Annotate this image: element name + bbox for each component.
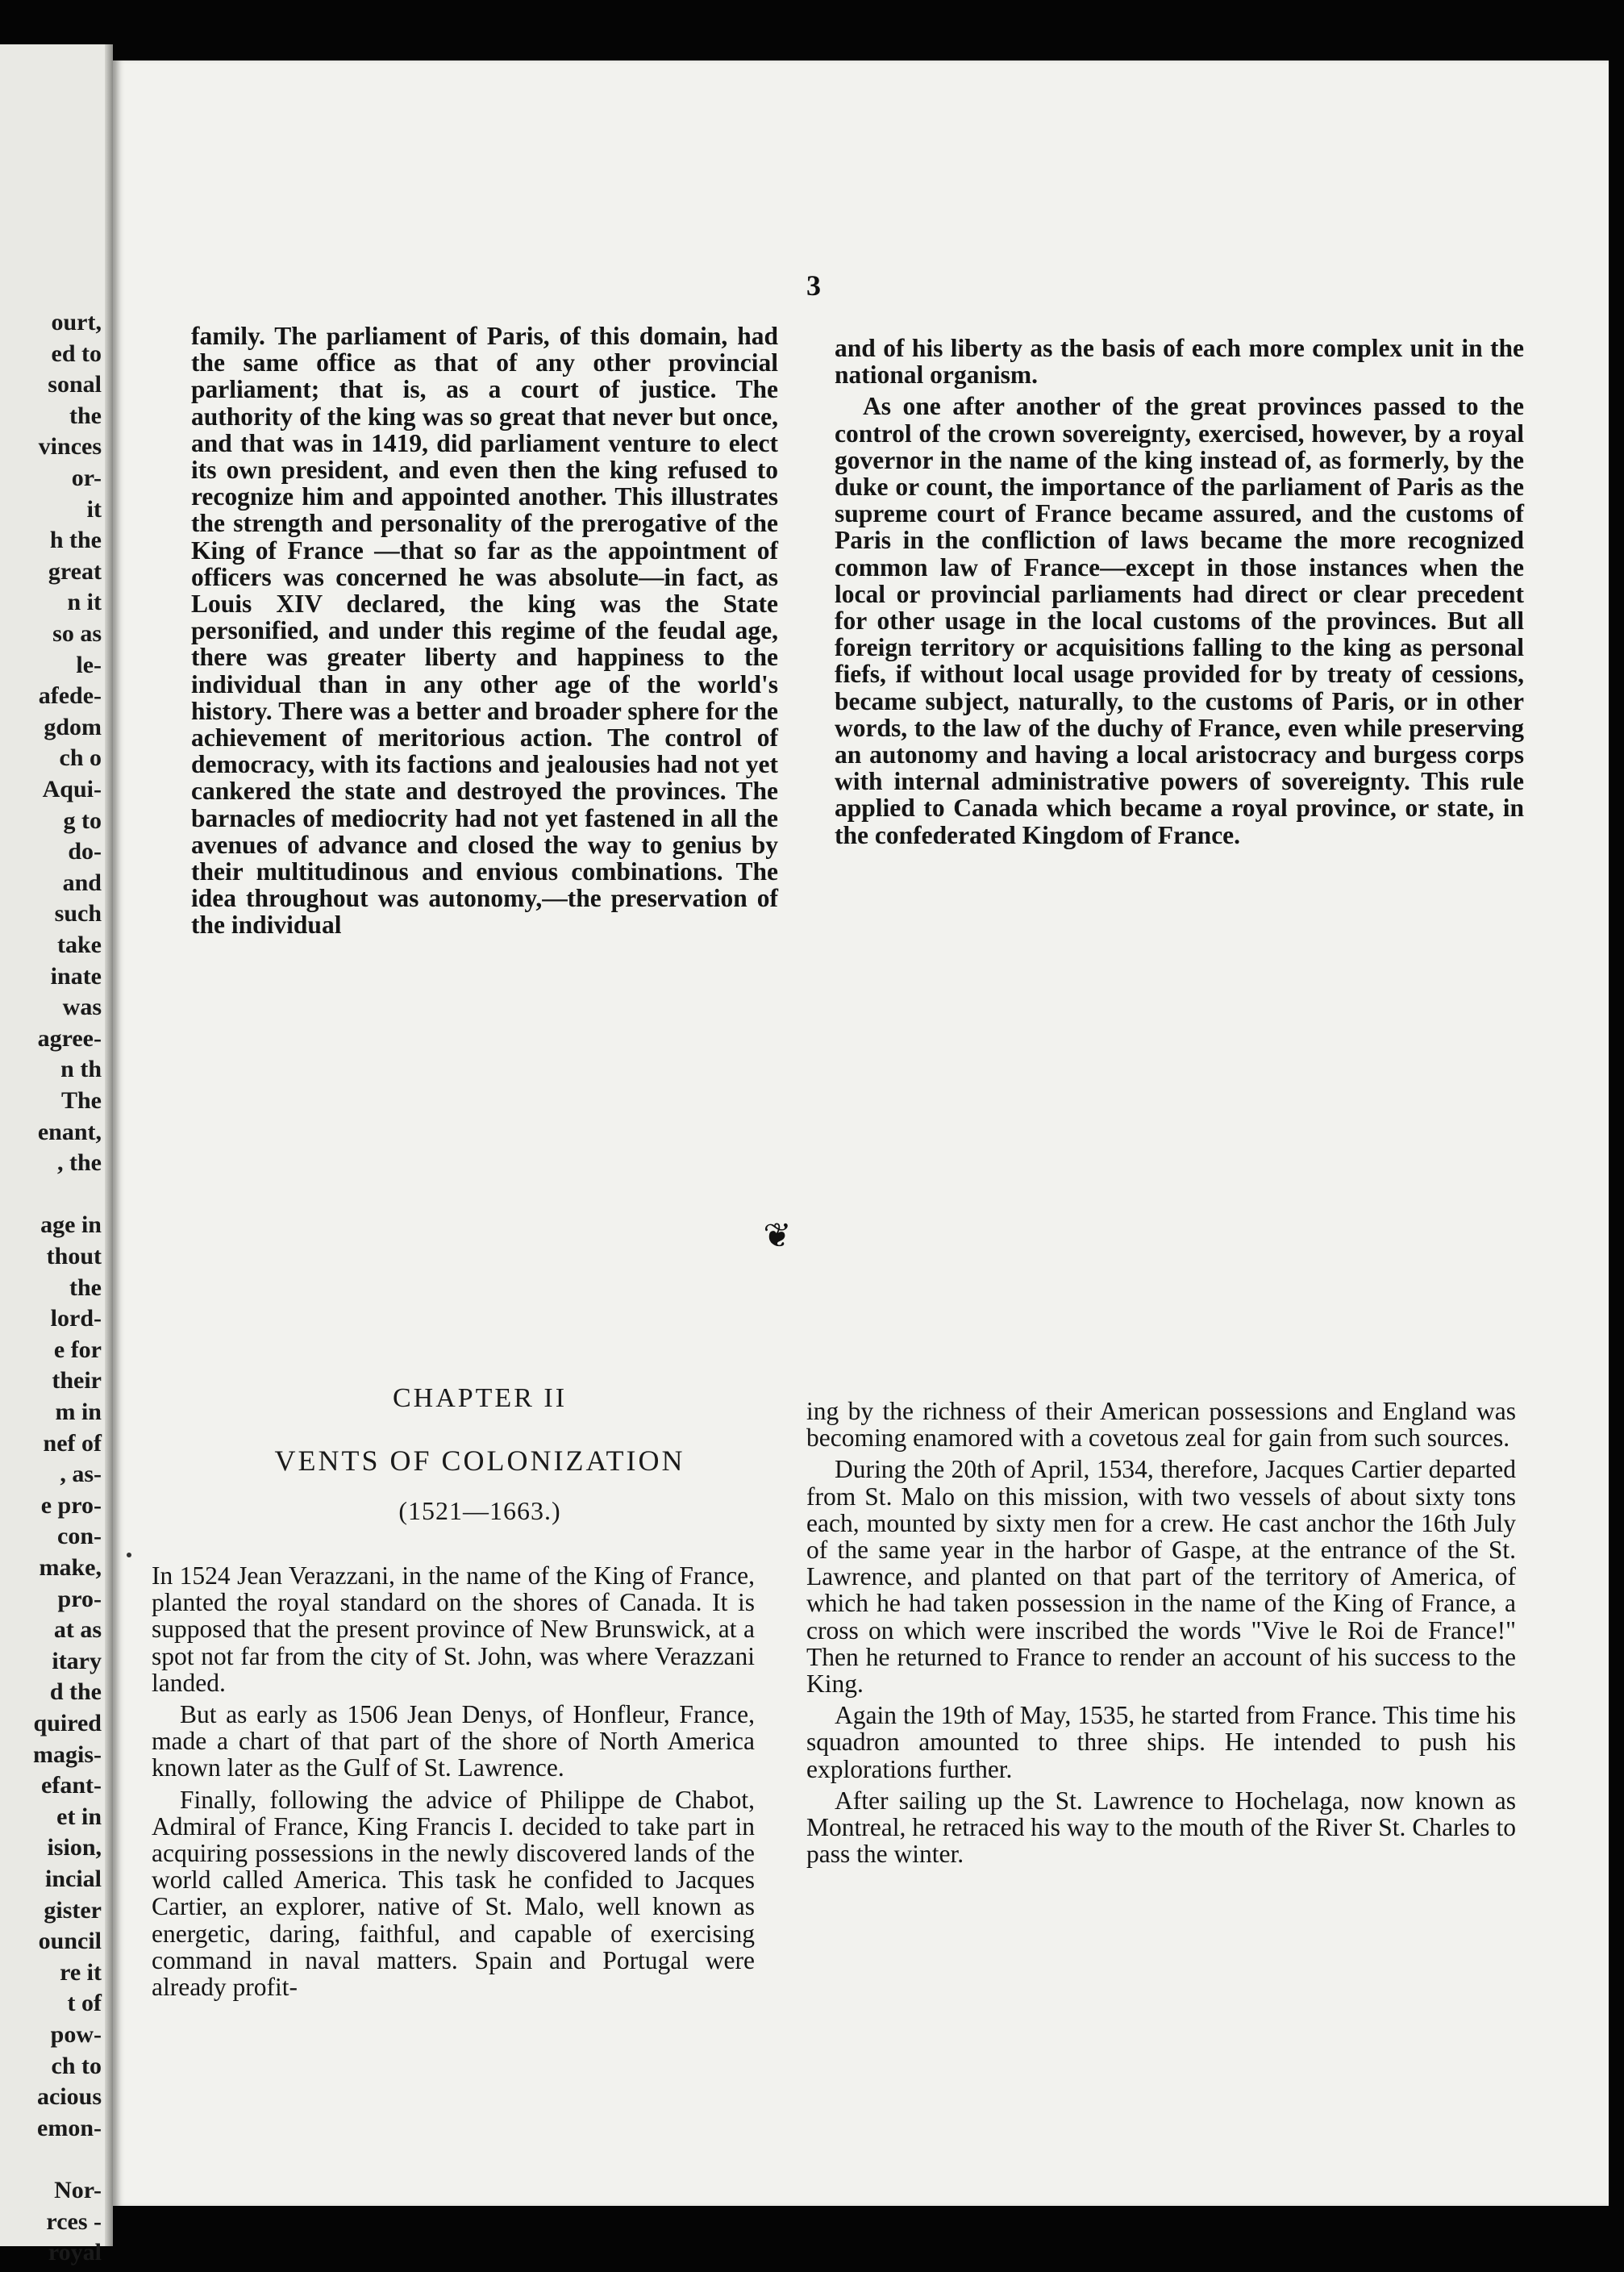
left-page-line: Aqui- [42,776,102,802]
left-page-line: con- [57,1523,102,1550]
left-page-line: take [57,932,102,958]
left-page-line: so as [52,620,102,647]
left-page-line: ision, [47,1834,102,1861]
left-page-line: royal [48,2239,102,2266]
left-page-line: make, [39,1554,102,1581]
left-page-line: The [60,1087,102,1114]
left-page-line: quired [33,1710,102,1736]
left-page-line: e for [53,1336,102,1363]
margin-mark [127,1553,131,1557]
left-page-line: le- [76,651,102,678]
left-page-line: sonal [48,371,102,398]
left-page-line: ed to [51,340,102,367]
left-page-line: age in [40,1211,102,1239]
chapter-dates: (1521—1663.) [398,1496,561,1525]
left-page-line: pow- [50,2021,102,2048]
left-page-line: acious [36,2083,102,2111]
left-page-line: was [62,994,102,1021]
left-page-line: rces - [46,2207,102,2235]
left-page-line: pro- [57,1585,102,1612]
left-page-line: itary [52,1647,102,1674]
left-page-line: agree- [37,1024,102,1052]
paragraph: But as early as 1506 Jean Denys, of Honfleur, France, made a chart of that part of the shore of North America known later as the Gulf of St. Lawrence. [152,1700,755,1782]
paragraph: As one after another of the great provinces passed to the control of the crown sovereignty, exercised, however, by a royal governor in the name of the king instead of, as formerly, by the duke or count, the importance of the parliament of Paris as the supreme court of France became assured, and the customs of Paris in the confliction of laws became the more recognized common law of France—except in those instances when the local or provincial parliaments had direct or clear precedent for other usage in the local customs of the provinces. But all foreign territory or acquisitions falling to the king as personal fiefs, if without local usage provided for by treaty of cessions, became subject, naturally, to the customs of Paris, or in other words, to the law of the duchy of France, even while preserving an autonomy and having a local aristocracy and burgess corps with internal administrative powers of sovereignty. This rule applied to Canada which became a royal province, or state, in the confederated Kingdom of France. [835,392,1524,849]
chapter-title: VENTS OF COLONIZATION [274,1444,685,1477]
left-page-line: enant, [37,1118,102,1145]
left-page-line: gdom [44,713,102,740]
left-page-line: et in [56,1803,102,1830]
left-page-line: thout [46,1243,102,1269]
left-page-line: their [52,1367,102,1394]
left-page-line: lord- [50,1305,102,1332]
left-page-line: g to [63,807,102,834]
left-page-fragment [0,44,113,2266]
paragraph: After sailing up the St. Lawrence to Hochelaga, now known as Montreal, he retraced his way to the mouth of the River St. Charles to pass the winter. [806,1786,1516,1869]
left-page-line: m in [55,1399,102,1425]
left-page-line: ouncil [38,1928,102,1955]
left-page-line: re it [60,1958,102,1986]
page-fold [105,44,113,2246]
left-page-line: such [54,900,102,928]
left-page-line: , the [57,1149,102,1177]
left-page-line: at as [53,1616,102,1644]
left-page-line: do- [68,838,102,865]
left-page-line: h the [49,527,102,554]
paragraph: During the 20th of April, 1534, therefore, Jacques Cartier departed from St. Malo on this mission, with two vessels of about sixty tons each, mounted by sixty men for a crew. He cast anchor the 16th July of the same year in the harbor of Gaspe, at the entrance of the St. Lawrence, and planted on that part of the territory of America, of which he had taken possession in the name of the King of France, a cross on which were inscribed the words "Vive le Roi de France!" Then he returned to France to render an account of his success to the King. [806,1455,1516,1699]
left-page-line: and [62,869,102,896]
left-page-line: vinces [38,433,102,461]
bottom-right-column [806,1398,1516,1872]
bottom-left-column [152,1562,755,2005]
left-page-line: gister [44,1896,102,1924]
page [113,60,1609,2206]
left-page-line: or- [71,465,102,491]
paragraph: family. The parliament of Paris, of this domain, had the same office as that of any other provincial parliament; that is, as a court of justice. The authority of the king was so great that never but once, and that was in 1419, did parliament venture to elect its own president, and even then the king refused to recognize him and appointed another. This illustrates the strength and personality of the prerogative of the King of France —that so far as the appointment of officers was concerned he was absolute—in fact, as Louis XIV declared, the king was the State personified, and under this regime of the feudal age, there was greater liberty and happiness to the individual than in any other age of the world's history. There was a better and broader sphere for the achievement of meritorious action. The control of democracy, with its factions and jealousies had not yet cankered the state and destroyed the provinces. The barnacles of mediocrity had not yet fastened in all the avenues of advance and closed the way to genius by their multitudinous and envious combinations. The idea throughout was autonomy,—the preservation of the individual [191,322,778,940]
left-page-line: efant- [41,1772,102,1799]
left-page-line: magis- [33,1740,102,1768]
left-page-line: inate [50,962,102,990]
paragraph: Again the 19th of May, 1535, he started from France. This time his squadron amounted to three ships. He intended to push his explorations further. [806,1701,1516,1783]
chapter-heading: CHAPTER II [392,1383,568,1413]
paragraph: In 1524 Jean Verazzani, in the name of the King of France, planted the royal standard on the shores of Canada. It is supposed that the present province of New Brunswick, at a spot not far from the city of St. John, was where Verazzani landed. [152,1561,755,1697]
left-page-line: d the [49,1678,102,1706]
left-page-line: nef of [43,1429,102,1457]
left-page-line: emon- [37,2114,102,2141]
left-page-line: t of [67,1990,102,2017]
left-page-line: , as- [60,1461,102,1488]
left-page-line: great [48,557,102,585]
left-page-line: incial [44,1866,102,1892]
page-number: 3 [806,269,821,302]
left-page-line: ourt, [51,309,102,336]
paragraph: Finally, following the advice of Philippe de Chabot, Admiral of France, King Francis I. decided to take part in acquiring possessions in the newly discovered lands of the world called America. This task he confided to Jacques Cartier, an explorer, native of St. Malo, well known as energetic, daring, faithful, and capable of exercising command in naval matters. Spain and Portugal were already profit- [152,1785,755,2002]
left-page-line: Nor- [54,2177,102,2203]
left-page-line: the [69,402,102,429]
left-page-line: n it [67,589,102,616]
paragraph: and of his liberty as the basis of each more complex unit in the national organism. [835,334,1524,390]
paragraph: ing by the richness of their American possessions and England was becoming enamored with a covetous zeal for gain from such sources. [806,1397,1516,1453]
left-page-line: the [69,1274,102,1301]
left-page-line: it [86,495,102,523]
left-page-line: ch o [59,744,102,772]
left-page-line: ch to [51,2052,102,2079]
left-page-line: n th [60,1056,102,1083]
ornament-icon: ❦ [763,1218,792,1255]
left-page-line: afede- [38,682,102,710]
top-right-column [835,335,1524,853]
left-page-line: e pro- [40,1491,102,1519]
top-left-column [191,323,778,944]
